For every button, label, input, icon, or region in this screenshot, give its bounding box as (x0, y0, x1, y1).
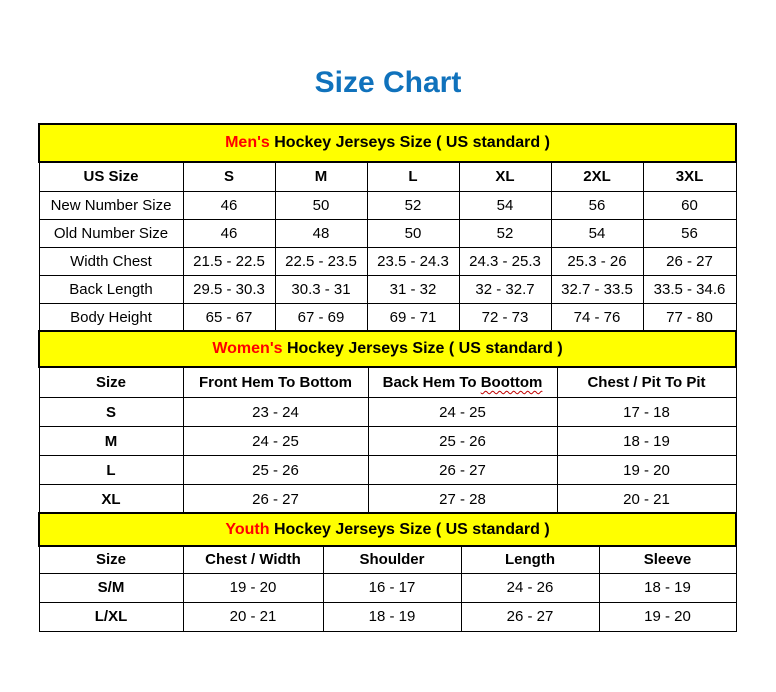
table-cell: 16 - 17 (323, 573, 461, 602)
table-cell: 56 (551, 191, 643, 219)
table-cell: 31 - 32 (367, 275, 459, 303)
table-row (39, 247, 736, 275)
womens-section-title-rest: Hockey Jerseys Size ( US standard ) (282, 339, 563, 357)
table-cell: 74 - 76 (551, 303, 643, 331)
youth-column-header-row (39, 546, 736, 573)
table-cell: 26 - 27 (461, 602, 599, 631)
womens-section-header (39, 331, 736, 367)
table-row (39, 398, 736, 427)
table-cell: 67 - 69 (275, 303, 367, 331)
column-header: Shoulder (323, 546, 461, 573)
table-cell: 23 - 24 (183, 398, 368, 427)
table-cell: 18 - 19 (599, 573, 736, 602)
table-row (39, 191, 736, 219)
table-cell: 25.3 - 26 (551, 247, 643, 275)
row-label: S/M (39, 573, 183, 602)
table-cell: 17 - 18 (557, 398, 736, 427)
table-row (39, 602, 736, 631)
table-cell: 25 - 26 (368, 427, 557, 456)
table-cell: 30.3 - 31 (275, 275, 367, 303)
table-cell: 22.5 - 23.5 (275, 247, 367, 275)
table-cell: 54 (551, 219, 643, 247)
misspelled-word-squiggle: Boottom (480, 373, 543, 391)
table-cell: 69 - 71 (367, 303, 459, 331)
table-cell: 20 - 21 (557, 485, 736, 514)
table-cell: 32.7 - 33.5 (551, 275, 643, 303)
column-header: Front Hem To Bottom (183, 367, 368, 398)
table-cell: 24 - 25 (183, 427, 368, 456)
table-row (39, 456, 736, 485)
table-row (39, 219, 736, 247)
row-label: M (39, 427, 183, 456)
row-label: New Number Size (39, 191, 183, 219)
mens-section-title (39, 124, 736, 162)
table-cell: 46 (183, 191, 275, 219)
column-header: Size (39, 546, 183, 573)
table-cell: 46 (183, 219, 275, 247)
column-header: L (367, 162, 459, 191)
row-label: S (39, 398, 183, 427)
table-cell: 24 - 25 (368, 398, 557, 427)
table-row (39, 427, 736, 456)
column-header: Sleeve (599, 546, 736, 573)
table-cell: 18 - 19 (557, 427, 736, 456)
womens-section-title-highlight: Women's (212, 339, 283, 357)
mens-size-table (38, 123, 737, 332)
table-cell: 32 - 32.7 (459, 275, 551, 303)
row-label: L (39, 456, 183, 485)
womens-size-table (38, 330, 737, 515)
mens-section-title-rest: Hockey Jerseys Size ( US standard ) (269, 134, 550, 151)
table-cell: 23.5 - 24.3 (367, 247, 459, 275)
column-header: Chest / Width (183, 546, 323, 573)
table-cell: 56 (643, 219, 736, 247)
table-row (39, 303, 736, 331)
column-header: 2XL (551, 162, 643, 191)
column-header: M (275, 162, 367, 191)
table-cell: 29.5 - 30.3 (183, 275, 275, 303)
table-cell: 26 - 27 (368, 456, 557, 485)
youth-size-table (38, 512, 737, 632)
youth-section-title (39, 513, 736, 546)
column-header-prefix: Back Hem To (382, 373, 481, 391)
table-cell: 50 (275, 191, 367, 219)
youth-section-title-rest: Hockey Jerseys Size ( US standard ) (269, 520, 550, 538)
row-label: L/XL (39, 602, 183, 631)
table-row (39, 485, 736, 514)
womens-section-title (39, 331, 736, 367)
mens-column-header-row (39, 162, 736, 191)
row-label: Width Chest (39, 247, 183, 275)
column-header-misspelled (368, 367, 557, 398)
youth-section-title-highlight: Youth (225, 520, 270, 538)
column-header: Length (461, 546, 599, 573)
table-cell: 72 - 73 (459, 303, 551, 331)
table-cell: 25 - 26 (183, 456, 368, 485)
column-header: S (183, 162, 275, 191)
row-label: Old Number Size (39, 219, 183, 247)
table-cell: 77 - 80 (643, 303, 736, 331)
table-cell: 24 - 26 (461, 573, 599, 602)
row-label: XL (39, 485, 183, 514)
mens-section-header (39, 124, 736, 162)
size-chart-tables (38, 123, 735, 632)
table-cell: 19 - 20 (599, 602, 736, 631)
column-header: Size (39, 367, 183, 398)
table-cell: 26 - 27 (183, 485, 368, 514)
row-label: Body Height (39, 303, 183, 331)
table-cell: 26 - 27 (643, 247, 736, 275)
row-label: Back Length (39, 275, 183, 303)
youth-section-header (39, 513, 736, 546)
table-cell: 21.5 - 22.5 (183, 247, 275, 275)
table-cell: 20 - 21 (183, 602, 323, 631)
table-row (39, 275, 736, 303)
table-cell: 60 (643, 191, 736, 219)
table-row (39, 573, 736, 602)
table-cell: 33.5 - 34.6 (643, 275, 736, 303)
column-header: 3XL (643, 162, 736, 191)
table-cell: 52 (367, 191, 459, 219)
table-cell: 65 - 67 (183, 303, 275, 331)
table-cell: 52 (459, 219, 551, 247)
table-cell: 27 - 28 (368, 485, 557, 514)
page-title: Size Chart (314, 66, 462, 99)
table-cell: 54 (459, 191, 551, 219)
column-header: Chest / Pit To Pit (557, 367, 736, 398)
womens-column-header-row (39, 367, 736, 398)
table-cell: 48 (275, 219, 367, 247)
column-header: US Size (39, 162, 183, 191)
column-header: XL (459, 162, 551, 191)
table-cell: 19 - 20 (183, 573, 323, 602)
table-cell: 24.3 - 25.3 (459, 247, 551, 275)
table-cell: 18 - 19 (323, 602, 461, 631)
table-cell: 19 - 20 (557, 456, 736, 485)
table-cell: 50 (367, 219, 459, 247)
mens-section-title-highlight: Men's (225, 134, 270, 151)
